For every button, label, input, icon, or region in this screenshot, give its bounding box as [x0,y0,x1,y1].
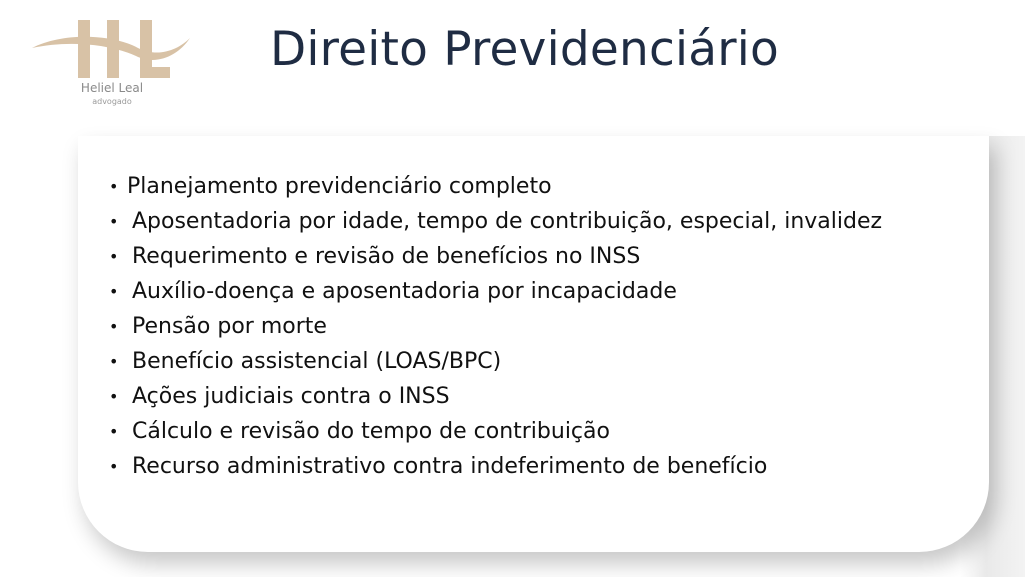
list-item-text: Planejamento previdenciário completo [127,174,552,199]
list-item-text: Cálculo e revisão do tempo de contribuição [132,419,610,444]
bullet-icon: • [109,387,119,406]
list-item [109,344,882,379]
list-item-text: Auxílio-doença e aposentadoria por incapacidade [132,279,677,304]
list-item-text: Aposentadoria por idade, tempo de contribuição, especial, invalidez [132,209,883,234]
list-item [109,169,882,204]
list-item-text: Benefício assistencial (LOAS/BPC) [132,349,502,374]
bullet-icon: • [109,457,119,476]
list-item-text: Recurso administrativo contra indeferimento de benefício [132,454,768,479]
bullet-icon: • [109,177,119,196]
list-item [109,204,882,239]
brand-logo [28,14,196,112]
brand-subtitle: advogado [92,97,132,106]
services-list [109,169,882,484]
bullet-icon: • [109,352,119,371]
list-item [109,379,882,414]
list-item-text: Requerimento e revisão de benefícios no INSS [132,244,641,269]
list-item [109,414,882,449]
brand-name: Heliel Leal [80,81,144,95]
list-item [109,239,882,274]
bullet-icon: • [109,282,119,301]
list-item-text: Ações judiciais contra o INSS [132,384,450,409]
list-item [109,309,882,344]
page-title: Direito Previdenciário [270,22,780,77]
bullet-icon: • [109,212,119,231]
bullet-icon: • [109,247,119,266]
bullet-icon: • [109,317,119,336]
list-item-text: Pensão por morte [132,314,327,339]
bullet-icon: • [109,422,119,441]
list-item [109,449,882,484]
list-item [109,274,882,309]
hl-monogram-icon [28,14,196,84]
